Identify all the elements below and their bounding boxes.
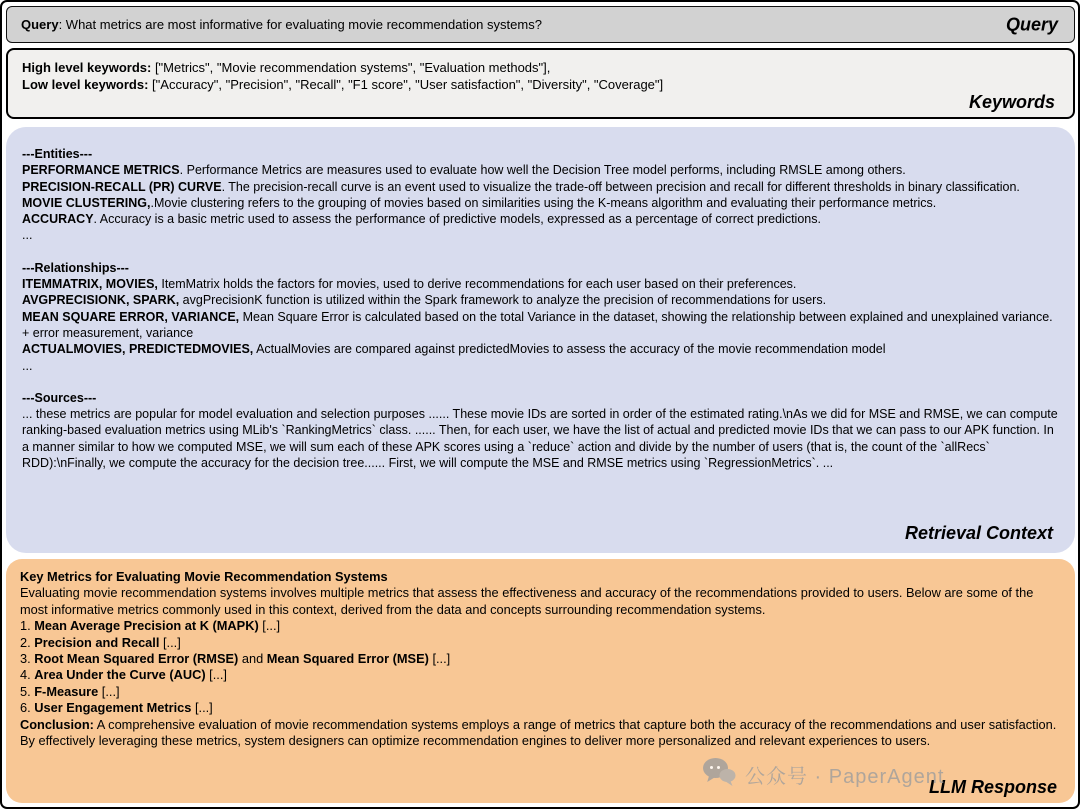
retrieval-context-section (6, 127, 1075, 553)
item-suffix: [...] (191, 700, 213, 716)
item-connector: and (238, 651, 267, 667)
entity-desc: .Movie clustering refers to the grouping of movies based on similarities using the K-means algorithm and evaluating their performance metrics. (150, 195, 937, 210)
llm-list-item (20, 667, 1061, 683)
entity-desc: . Accuracy is a basic metric used to assess the performance of predictive models, expressed as a percentage of correct predictions. (93, 212, 821, 227)
keywords-label: Keywords (968, 92, 1055, 112)
section-gap (22, 374, 1059, 390)
item-metric-2: Mean Squared Error (MSE) (266, 651, 429, 667)
relationship-term: ITEMMATRIX, MOVIES, (22, 277, 158, 292)
watermark-text: 公众号 · PaperAgent (745, 766, 945, 788)
llm-list-item (20, 700, 1061, 716)
high-level-keywords-value: ["Metrics", "Movie recommendation systems", "Evaluation methods"], (151, 60, 551, 75)
watermark (702, 757, 944, 792)
item-metric: Precision and Recall (34, 634, 160, 650)
relationship-item (22, 292, 1059, 308)
relationship-term: MEAN SQUARE ERROR, VARIANCE, (22, 309, 240, 324)
entities-header: ---Entities--- (22, 147, 93, 161)
item-suffix: [...] (205, 667, 227, 683)
relationship-desc: avgPrecisionK function is utilized within the Spark framework to analyze the precision of recommendations for users. (179, 293, 827, 308)
low-level-keywords-line (22, 76, 1059, 93)
item-metric: Area Under the Curve (AUC) (34, 667, 206, 683)
query-prefix: Query (21, 17, 59, 32)
conclusion-text: A comprehensive evaluation of movie recommendation systems employs a range of metrics that capture both the accuracy of the recommendations and user satisfaction. By effectively leveraging these metrics, system designers can optimize recommendation engines to deliver more personalized and relevant experiences to users. (20, 716, 1057, 749)
conclusion-prefix: Conclusion: (20, 716, 94, 732)
retrieval-context-label: Retrieval Context (904, 522, 1053, 543)
entity-item (22, 211, 1059, 227)
llm-list-item (20, 651, 1061, 667)
entity-term: ACCURACY (22, 212, 94, 227)
item-metric: F-Measure (34, 683, 99, 699)
query-label: Query (1005, 14, 1058, 34)
relationship-item (22, 276, 1059, 292)
section-gap (22, 244, 1059, 260)
llm-list-item (20, 618, 1061, 634)
chat-bubbles-icon (702, 757, 736, 792)
item-suffix: [...] (98, 683, 120, 699)
relationship-desc: ItemMatrix holds the factors for movies, used to derive recommendations for each user based on their preferences. (157, 277, 797, 292)
item-number: 4. (20, 667, 35, 683)
sources-header: ---Sources--- (22, 390, 97, 405)
relationships-header: ---Relationships--- (22, 260, 129, 275)
llm-response-label: LLM Response (928, 776, 1057, 797)
high-level-keywords-prefix: High level keywords: (22, 60, 152, 75)
llm-list-item (20, 684, 1061, 700)
relationships-ellipsis: ... (22, 358, 33, 373)
high-level-keywords-line (22, 59, 1059, 76)
item-number: 2. (20, 634, 35, 650)
relationship-desc: Mean Square Error is calculated based on the total Variance in the dataset, showing the relationship between explained and unexplained variance. + error measurement, variance (22, 309, 1053, 340)
item-suffix: [...] (428, 651, 451, 667)
relationship-term: ACTUALMOVIES, PREDICTEDMOVIES, (22, 342, 254, 357)
llm-response-title: Key Metrics for Evaluating Movie Recommendation Systems (20, 569, 388, 584)
item-metric: Root Mean Squared Error (RMSE) (34, 651, 239, 667)
entity-term: PRECISION-RECALL (PR) CURVE (22, 179, 222, 194)
item-metric: Mean Average Precision at K (MAPK) (34, 618, 259, 634)
entity-desc: . Performance Metrics are measures used to evaluate how well the Decision Tree model performs, including RMSLE among others. (179, 163, 906, 178)
relationship-term: AVGPRECISIONK, SPARK, (22, 293, 180, 308)
llm-conclusion (20, 717, 1061, 750)
entity-item (22, 195, 1059, 211)
sources-text: ... these metrics are popular for model evaluation and selection purposes ...... These movie IDs are sorted in order of the estimated rating.\nAs we did for MSE and RMSE, we can compute ranking-based evaluation metrics using MLib's `RankingMetrics` class. ...... Then, for each user, we have the list of actual and predicted movie IDs that we can pass to our APK function. In a manner similar to how we computed MSE, we will sum each of these APK scores using a `reduce` action and divide by the number of users (that is, the count of the `allRecs` RDD):\nFinally, we compute the accuracy for the decision tree...... First, we will compute the MSE and RMSE metrics using `RegressionMetrics`. ... (22, 407, 1058, 471)
item-number: 3. (20, 651, 35, 667)
entities-ellipsis: ... (22, 228, 33, 243)
query-body: : What metrics are most informative for evaluating movie recommendation systems? (58, 17, 542, 32)
item-number: 1. (20, 618, 35, 634)
llm-list-item (20, 635, 1061, 651)
query-text (21, 17, 542, 32)
entity-item (22, 162, 1059, 178)
keywords-section (6, 48, 1075, 119)
low-level-keywords-prefix: Low level keywords: (22, 77, 149, 92)
item-suffix: [...] (258, 618, 281, 634)
relationship-item (22, 309, 1059, 342)
relationship-item (22, 341, 1059, 357)
llm-response-intro: Evaluating movie recommendation systems involves multiple metrics that assess the effectiveness and accuracy of the recommendations provided to users. Below are some of the most informative metrics commonly used in this context, derived from the data and concepts surrounding recommendation systems. (20, 585, 1034, 617)
entity-desc: . The precision-recall curve is an event used to visualize the trade-off between precision and recall for different thresholds in binary classification. (221, 179, 1020, 194)
entity-term: PERFORMANCE METRICS (22, 163, 180, 178)
item-number: 5. (20, 683, 35, 699)
entity-item (22, 179, 1059, 195)
item-metric: User Engagement Metrics (34, 700, 192, 716)
item-suffix: [...] (159, 634, 181, 650)
item-number: 6. (20, 700, 35, 716)
query-section (6, 6, 1075, 43)
relationship-desc: ActualMovies are compared against predictedMovies to assess the accuracy of the movie recommendation model (253, 342, 886, 357)
low-level-keywords-value: ["Accuracy", "Precision", "Recall", "F1 score", "User satisfaction", "Diversity", "Coverage"] (148, 77, 664, 92)
entity-term: MOVIE CLUSTERING, (22, 195, 151, 210)
